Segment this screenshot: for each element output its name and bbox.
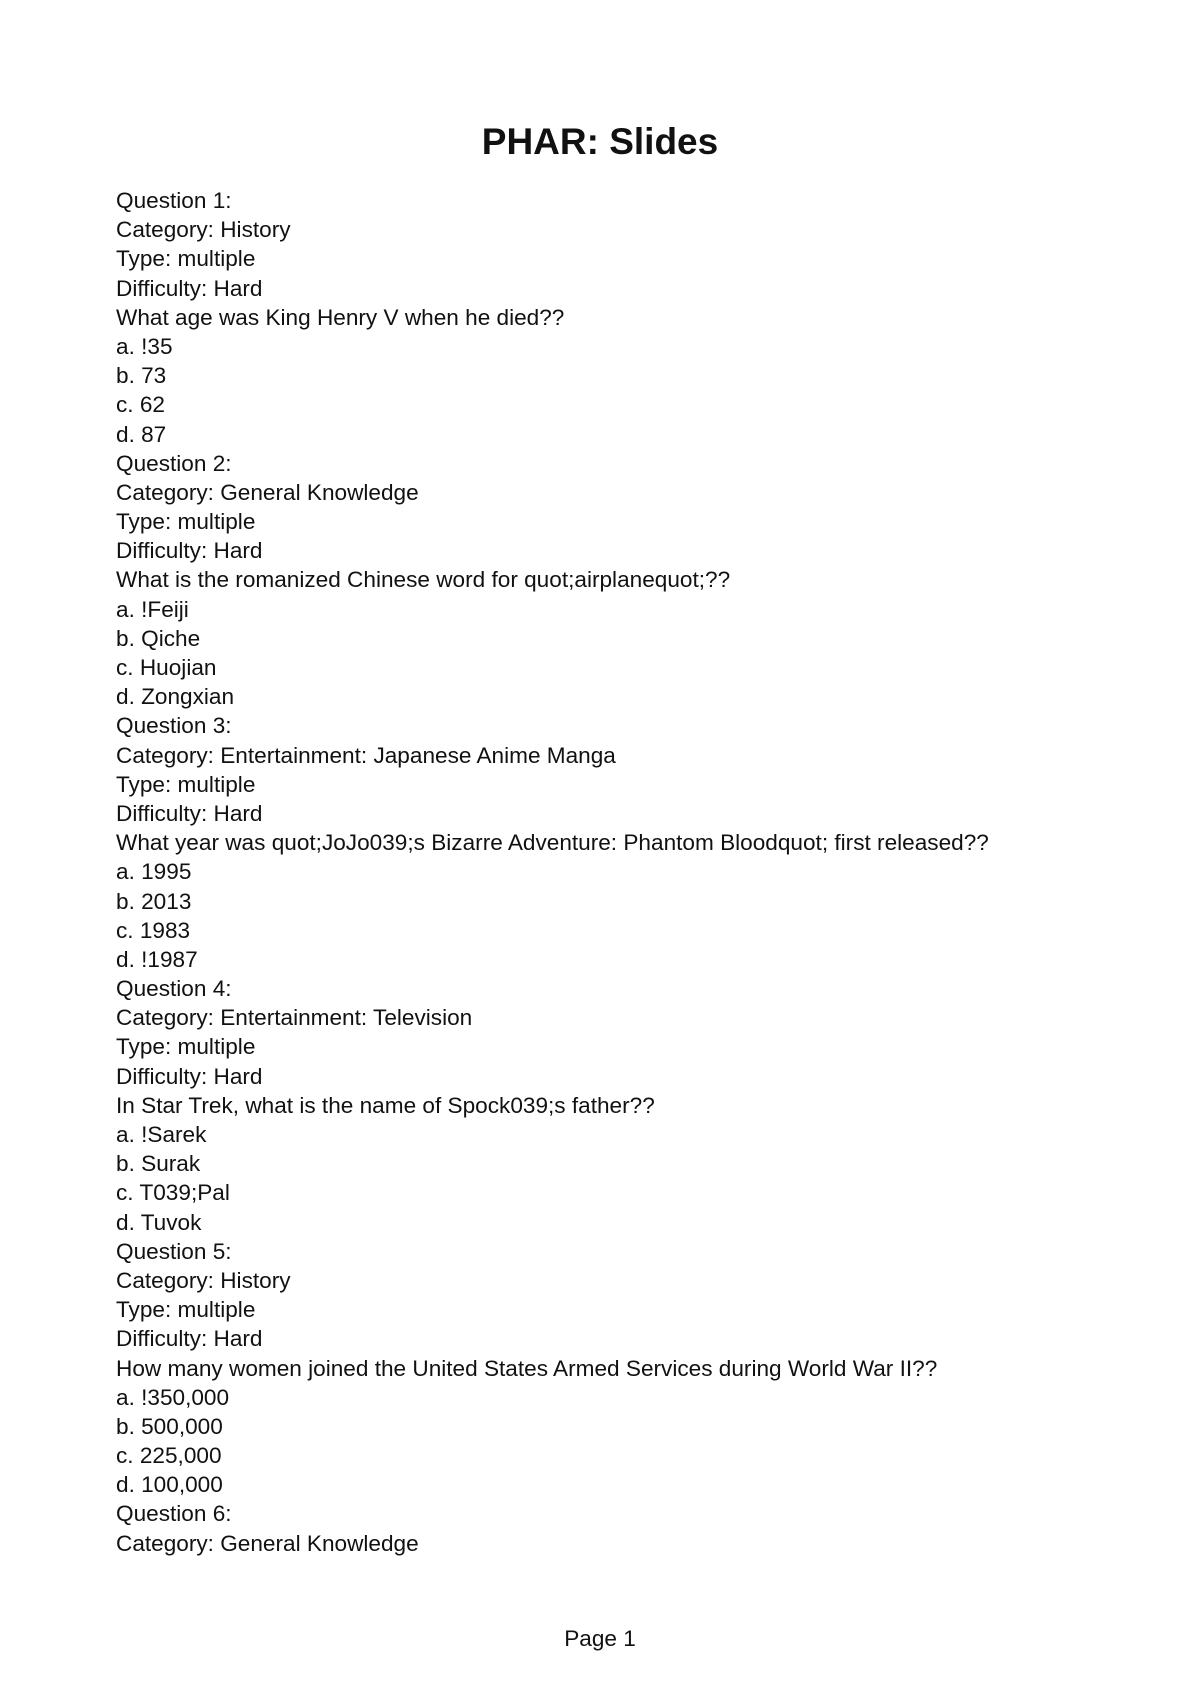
- page-title: PHAR: Slides: [481, 121, 719, 162]
- question-heading: Question 3:: [116, 713, 232, 739]
- question-type: Type: multiple: [116, 1034, 256, 1060]
- answer-option: a. !350,000: [116, 1384, 230, 1410]
- question-difficulty: Difficulty: Hard: [116, 1326, 263, 1352]
- question-text: In Star Trek, what is the name of Spock039;s father??: [116, 1092, 655, 1118]
- answer-option: a. !Feiji: [116, 596, 189, 622]
- question-category: Category: General Knowledge: [116, 479, 419, 505]
- answer-option: b. Surak: [116, 1151, 201, 1177]
- answer-option: b. Qiche: [116, 625, 201, 651]
- answer-option: c. 62: [116, 392, 165, 418]
- question-difficulty: Difficulty: Hard: [116, 1063, 263, 1089]
- answer-option: b. 500,000: [116, 1413, 223, 1439]
- question-category: Category: General Knowledge: [116, 1530, 419, 1556]
- question-difficulty: Difficulty: Hard: [116, 538, 263, 564]
- question-2: [116, 449, 1116, 712]
- question-3: [116, 711, 1116, 974]
- question-type: Type: multiple: [116, 771, 256, 797]
- question-difficulty: Difficulty: Hard: [116, 275, 263, 301]
- answer-option: a. !35: [116, 333, 173, 359]
- answer-option: d. 87: [116, 421, 167, 447]
- page-number: Page 1: [564, 1626, 636, 1651]
- question-category: Category: Entertainment: Japanese Anime Manga: [116, 742, 616, 768]
- answer-option: a. !Sarek: [116, 1122, 207, 1147]
- question-type: Type: multiple: [116, 246, 256, 272]
- question-5: [116, 1237, 1116, 1500]
- question-heading: Question 4:: [116, 976, 232, 1002]
- answer-option: c. 1983: [116, 917, 191, 943]
- answer-option: c. T039;Pal: [116, 1180, 230, 1206]
- answer-option: d. 100,000: [116, 1472, 223, 1498]
- question-type: Type: multiple: [116, 1297, 256, 1323]
- question-category: Category: History: [116, 217, 291, 243]
- question-heading: Question 1:: [116, 188, 232, 213]
- question-type: Type: multiple: [116, 509, 256, 535]
- answer-option: a. 1995: [116, 859, 192, 885]
- answer-option: b. 2013: [116, 888, 192, 914]
- question-difficulty: Difficulty: Hard: [116, 800, 263, 826]
- question-text: What age was King Henry V when he died??: [116, 304, 565, 330]
- answer-option: c. 225,000: [116, 1443, 222, 1469]
- question-1: [116, 186, 1116, 449]
- question-heading: Question 2:: [116, 450, 232, 476]
- question-list: [116, 186, 1116, 1558]
- question-text: What is the romanized Chinese word for quot;airplanequot;??: [116, 567, 731, 593]
- question-text: How many women joined the United States Armed Services during World War II??: [116, 1355, 938, 1381]
- question-heading: Question 5:: [116, 1238, 232, 1264]
- answer-option: d. !1987: [116, 946, 198, 972]
- answer-option: c. Huojian: [116, 655, 217, 680]
- question-heading: Question 6:: [116, 1501, 232, 1527]
- answer-option: d. Zongxian: [116, 684, 235, 710]
- question-category: Category: History: [116, 1267, 291, 1293]
- question-text: What year was quot;JoJo039;s Bizarre Adventure: Phantom Bloodquot; first released??: [116, 830, 989, 856]
- answer-option: b. 73: [116, 363, 167, 389]
- question-4: [116, 974, 1116, 1237]
- question-category: Category: Entertainment: Television: [116, 1005, 473, 1031]
- answer-option: d. Tuvok: [116, 1209, 202, 1235]
- question-6: [116, 1499, 1116, 1557]
